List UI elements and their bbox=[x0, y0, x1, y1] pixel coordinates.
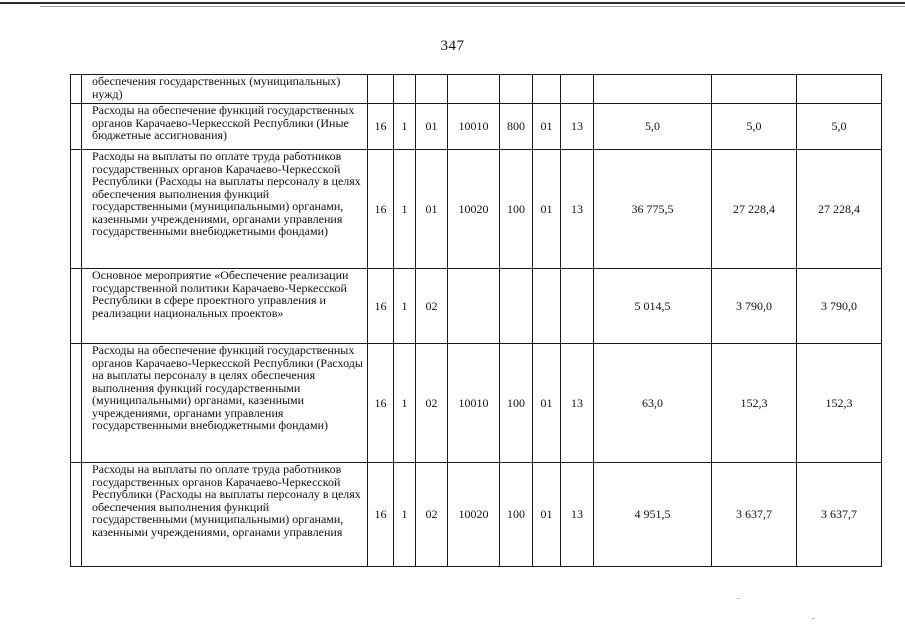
amount-cell: 152,3 bbox=[797, 344, 882, 463]
code-cell: 100 bbox=[500, 150, 533, 269]
table-row bbox=[71, 269, 882, 344]
code-cell: 10010 bbox=[448, 104, 500, 150]
amount-cell: 3 790,0 bbox=[797, 269, 882, 344]
code-cell: 10010 bbox=[448, 344, 500, 463]
amount-cell: 5 014,5 bbox=[594, 269, 712, 344]
code-cell: 1 bbox=[394, 344, 416, 463]
code-cell: 02 bbox=[416, 269, 448, 344]
code-cell: 10020 bbox=[448, 150, 500, 269]
scan-speck bbox=[812, 618, 815, 619]
code-cell: 01 bbox=[533, 463, 561, 567]
description-cell: Основное мероприятие «Обеспечение реализации государственной политики Карачаево-Черкесской Республики в сфере проектного управления и реализации национальных проектов» bbox=[82, 269, 368, 344]
top-border-line-thin bbox=[40, 6, 905, 7]
code-cell: 1 bbox=[394, 463, 416, 567]
code-cell bbox=[533, 269, 561, 344]
code-cell bbox=[561, 75, 594, 104]
row-marker-cell bbox=[71, 463, 82, 567]
code-cell: 1 bbox=[394, 269, 416, 344]
table-row bbox=[71, 344, 882, 463]
amount-cell: 3 637,7 bbox=[797, 463, 882, 567]
amount-cell: 152,3 bbox=[712, 344, 797, 463]
code-cell: 02 bbox=[416, 344, 448, 463]
row-marker-cell bbox=[71, 344, 82, 463]
code-cell: 13 bbox=[561, 344, 594, 463]
row-marker-cell bbox=[71, 104, 82, 150]
row-marker-cell bbox=[71, 75, 82, 104]
amount-cell: 3 637,7 bbox=[712, 463, 797, 567]
code-cell: 800 bbox=[500, 104, 533, 150]
amount-cell bbox=[797, 75, 882, 104]
code-cell: 100 bbox=[500, 344, 533, 463]
code-cell bbox=[416, 75, 448, 104]
code-cell bbox=[561, 269, 594, 344]
code-cell: 16 bbox=[368, 344, 394, 463]
amount-cell: 4 951,5 bbox=[594, 463, 712, 567]
amount-cell: 5,0 bbox=[797, 104, 882, 150]
code-cell: 01 bbox=[533, 150, 561, 269]
row-marker-cell bbox=[71, 269, 82, 344]
code-cell bbox=[500, 75, 533, 104]
code-cell: 10020 bbox=[448, 463, 500, 567]
top-border-line bbox=[0, 2, 905, 4]
code-cell bbox=[394, 75, 416, 104]
code-cell bbox=[500, 269, 533, 344]
row-marker-cell bbox=[71, 150, 82, 269]
table-row bbox=[71, 150, 882, 269]
code-cell: 100 bbox=[500, 463, 533, 567]
code-cell: 16 bbox=[368, 104, 394, 150]
code-cell: 16 bbox=[368, 269, 394, 344]
code-cell: 1 bbox=[394, 104, 416, 150]
code-cell: 16 bbox=[368, 150, 394, 269]
table-row bbox=[71, 463, 882, 567]
code-cell: 01 bbox=[416, 150, 448, 269]
table-row bbox=[71, 75, 882, 104]
code-cell: 01 bbox=[533, 104, 561, 150]
amount-cell: 27 228,4 bbox=[797, 150, 882, 269]
table-row bbox=[71, 104, 882, 150]
amount-cell: 5,0 bbox=[594, 104, 712, 150]
code-cell: 13 bbox=[561, 104, 594, 150]
code-cell bbox=[448, 75, 500, 104]
code-cell bbox=[448, 269, 500, 344]
budget-table bbox=[70, 74, 882, 567]
amount-cell bbox=[594, 75, 712, 104]
code-cell: 13 bbox=[561, 150, 594, 269]
code-cell: 01 bbox=[533, 344, 561, 463]
amount-cell: 3 790,0 bbox=[712, 269, 797, 344]
description-cell: Расходы на выплаты по оплате труда работников государственных органов Карачаево-Черкесской Республики (Расходы на выплаты персоналу в целях обеспечения выполнения функций государственными (муниципальными) органами, казенными учреждениями, органами управления bbox=[82, 463, 368, 567]
description-cell: Расходы на обеспечение функций государственных органов Карачаево-Черкесской Республики (Иные бюджетные ассигнования) bbox=[82, 104, 368, 150]
code-cell bbox=[368, 75, 394, 104]
code-cell: 16 bbox=[368, 463, 394, 567]
code-cell bbox=[533, 75, 561, 104]
amount-cell: 36 775,5 bbox=[594, 150, 712, 269]
code-cell: 01 bbox=[416, 104, 448, 150]
description-cell: Расходы на выплаты по оплате труда работников государственных органов Карачаево-Черкесской Республики (Расходы на выплаты персоналу в целях обеспечения выполнения функций государственными (муниципальными) органами, казенными учреждениями, органами управления государственными внебюджетными фондами) bbox=[82, 150, 368, 269]
description-cell: Расходы на обеспечение функций государственных органов Карачаево-Черкесской Республики (Расходы на выплаты персоналу в целях обеспечения выполнения функций государственными (муниципальными) органами, казенными учреждениями, органами управления государственными внебюджетными фондами) bbox=[82, 344, 368, 463]
amount-cell: 5,0 bbox=[712, 104, 797, 150]
amount-cell: 27 228,4 bbox=[712, 150, 797, 269]
amount-cell: 63,0 bbox=[594, 344, 712, 463]
scan-speck bbox=[737, 598, 740, 599]
code-cell: 13 bbox=[561, 463, 594, 567]
page-number: 347 bbox=[440, 38, 465, 54]
description-cell: обеспечения государственных (муниципальных) нужд) bbox=[82, 75, 368, 104]
code-cell: 1 bbox=[394, 150, 416, 269]
amount-cell bbox=[712, 75, 797, 104]
code-cell: 02 bbox=[416, 463, 448, 567]
